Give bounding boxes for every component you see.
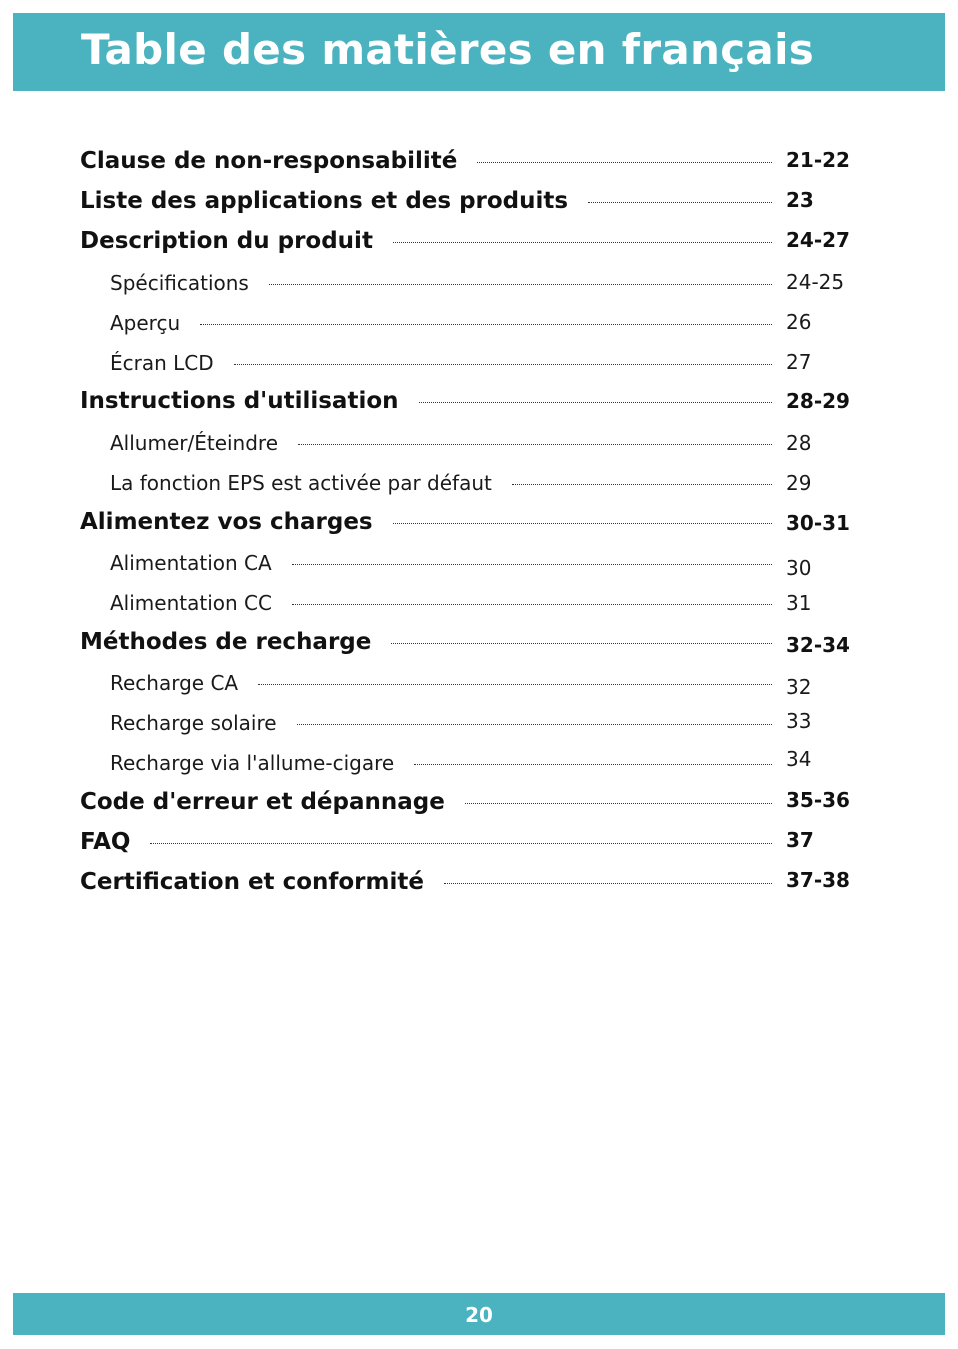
toc-entry-label: Alimentez vos charges [80,509,373,535]
toc-subentry[interactable] [110,266,772,300]
toc-entry-page: 28-29 [786,389,850,413]
toc-entry-label: Code d'erreur et dépannage [80,789,445,815]
toc-subentry-label: Aperçu [110,311,181,335]
toc-subentry-page: 29 [786,471,812,495]
toc-subentry-page: 26 [786,310,812,334]
toc-dot-leader [234,364,772,365]
toc-subentry-label: Alimentation CC [110,591,272,615]
toc-subentry-page: 30 [786,556,812,580]
toc-entry-label: Liste des applications et des produits [80,188,569,214]
toc-dot-leader [393,523,772,524]
toc-dot-leader [444,883,772,884]
toc-subentry[interactable] [110,346,772,380]
toc-dot-leader [150,843,772,844]
toc-dot-leader [200,324,772,325]
toc-subentry-page: 27 [786,350,812,374]
toc-dot-leader [588,202,772,203]
toc-subentry-label: Recharge via l'allume-cigare [110,751,395,775]
page-title: Table des matières en français [81,25,815,74]
toc-entry-label: Instructions d'utilisation [80,388,399,414]
toc-subentry-page: 33 [786,709,812,733]
toc-entry-label: Clause de non-responsabilité [80,148,458,174]
toc-entry-page: 35-36 [786,788,850,812]
toc-subentry-label: La fonction EPS est activée par défaut [110,471,492,495]
toc-entry-page: 24-27 [786,228,850,252]
toc-dot-leader [414,764,772,765]
toc-entry[interactable] [80,785,772,819]
toc-dot-leader [465,803,772,804]
toc-subentry[interactable] [110,466,772,500]
toc-subentry-page: 24-25 [786,270,845,294]
toc-entry[interactable] [80,144,772,178]
toc-dot-leader [292,564,772,565]
toc-entry[interactable] [80,865,772,899]
toc-entry[interactable] [80,184,772,218]
toc-dot-leader [391,643,772,644]
toc-subentry[interactable] [110,426,772,460]
toc-entry[interactable] [80,224,772,258]
toc-entry-page: 30-31 [786,511,850,535]
toc-subentry-page: 28 [786,431,812,455]
toc-entry-page: 32-34 [786,633,850,657]
toc-subentry-label: Écran LCD [110,351,214,375]
toc-subentry-label: Spécifications [110,271,249,295]
toc-subentry-label: Alimentation CA [110,551,272,575]
toc-entry-label: Certification et conformité [80,869,424,895]
toc-subentry-page: 34 [786,747,812,771]
toc-dot-leader [292,604,772,605]
toc-subentry[interactable] [110,586,772,620]
toc-subentry[interactable] [110,666,772,700]
toc-entry-page: 21-22 [786,148,850,172]
toc-subentry[interactable] [110,306,772,340]
toc-subentry[interactable] [110,546,772,580]
toc-dot-leader [298,444,772,445]
toc-entry[interactable] [80,384,772,418]
toc-dot-leader [477,162,772,163]
toc-subentry-page: 31 [786,591,812,615]
toc-entry-label: Description du produit [80,228,373,254]
toc-entry-page: 37-38 [786,868,850,892]
toc-subentry-label: Recharge solaire [110,711,277,735]
toc-subentry[interactable] [110,746,772,780]
toc-entry-label: Méthodes de recharge [80,629,372,655]
toc-dot-leader [258,684,772,685]
toc-subentry-label: Recharge CA [110,671,239,695]
toc-entry[interactable] [80,505,772,539]
toc-subentry[interactable] [110,706,772,740]
toc-entry[interactable] [80,825,772,859]
toc-dot-leader [393,242,772,243]
toc-entry[interactable] [80,625,772,659]
page-number: 20 [465,1303,493,1327]
toc-subentry-page: 32 [786,675,812,699]
toc-entry-page: 37 [786,828,814,852]
toc-dot-leader [512,484,772,485]
toc-dot-leader [419,402,772,403]
toc-subentry-label: Allumer/Éteindre [110,431,279,455]
footer-band [13,1293,945,1335]
toc-entry-label: FAQ [80,829,131,855]
toc-dot-leader [269,284,772,285]
toc-entry-page: 23 [786,188,814,212]
toc-dot-leader [297,724,772,725]
